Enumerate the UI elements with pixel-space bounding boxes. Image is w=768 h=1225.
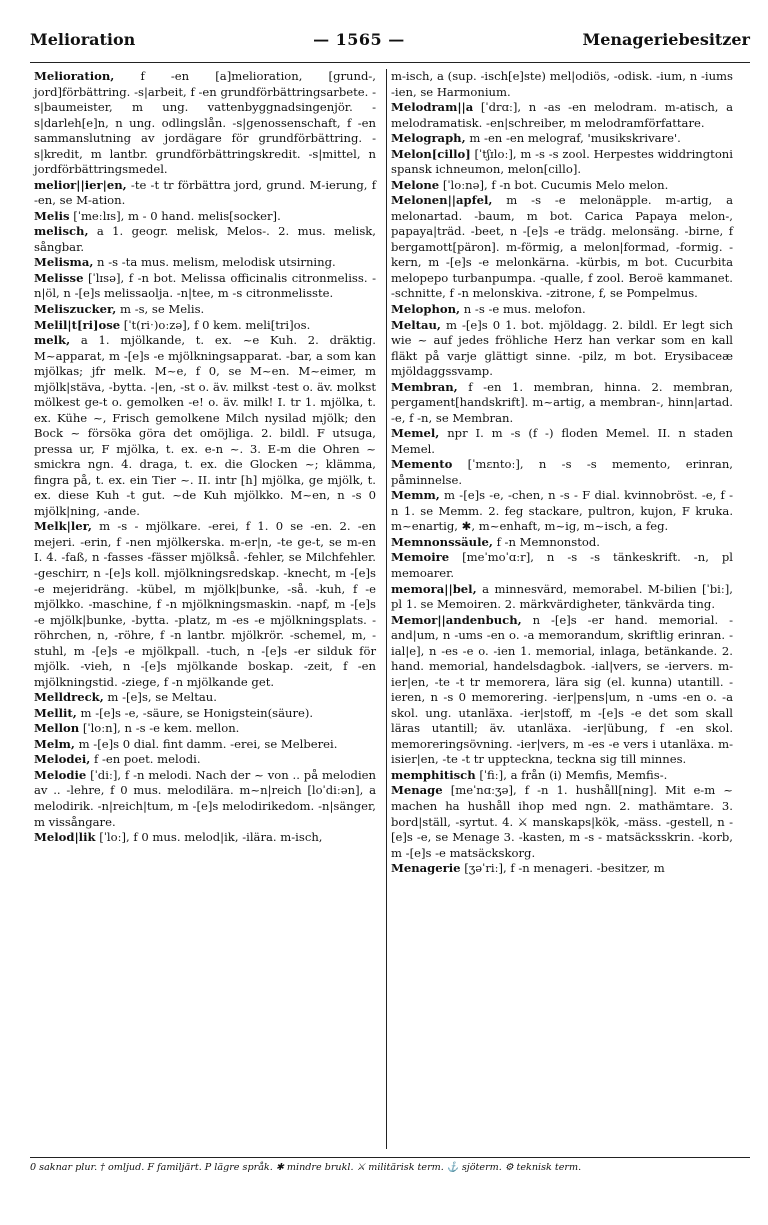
dictionary-entry	[391, 147, 733, 178]
dictionary-entry	[391, 193, 733, 302]
entry-headword: Memor||andenbuch,	[391, 612, 522, 627]
header-left-word: Melioration	[30, 30, 136, 49]
entry-headword: Meltau,	[391, 317, 441, 332]
dictionary-entry	[34, 752, 376, 768]
dictionary-entry	[34, 178, 376, 209]
entry-definition: [ˈt(riˑ)oːzə], f 0 kem. meli[tri]os.	[120, 317, 311, 332]
left-column	[30, 69, 380, 1149]
entry-headword: Melm,	[34, 736, 75, 751]
dictionary-entry	[34, 224, 376, 255]
abbreviation-legend: 0 saknar plur. † omljud. F familjärt. P lägre språk. ✱ mindre brukl. ⚔ militärisk term. ⚓ sjöterm. ⚙ teknisk term.	[30, 1162, 582, 1173]
entry-headword: memphitisch	[391, 767, 476, 782]
entry-headword: Melodei,	[34, 752, 91, 767]
dictionary-entry	[391, 768, 733, 784]
right-column	[387, 69, 737, 1149]
entry-headword: Memel,	[391, 426, 440, 441]
entry-definition: m-isch, a (sup. -isch[e]ste) mel|odiös, -odisk. -ium, n -iums -ien, se Harmonium.	[391, 69, 733, 99]
entry-headword: Menage	[391, 783, 443, 798]
dictionary-entry	[34, 721, 376, 737]
entry-definition: [ˈdrɑː], n -as -en melodram. m-atisch, a melodramatisk. -en|schreiber, m melodramförfattare.	[391, 100, 733, 130]
header-rule	[30, 62, 750, 63]
entry-definition: m -en -en melograf, 'musikskrivare'.	[465, 131, 681, 146]
dictionary-entry	[391, 535, 733, 551]
dictionary-entry	[34, 302, 376, 318]
page-number: — 1565 —	[313, 30, 405, 49]
entry-headword: melior||ier|en,	[34, 177, 127, 192]
entry-headword: Melioration,	[34, 69, 115, 83]
entry-definition: [ˈtʃɪloː], m -s -s zool. Herpestes widdringtoni spansk ichneumon, melon[cillo].	[391, 146, 733, 177]
entry-headword: Membran,	[391, 379, 458, 394]
entry-definition: f -en 1. membran, hinna. 2. membran, pergament[handskrift]. m~artig, a membran-, hinn|artad. -e, f -n, se Membran.	[391, 379, 733, 425]
entry-definition: m -[e]s, se Meltau.	[103, 690, 217, 705]
entry-headword: Melod|lik	[34, 830, 96, 845]
entry-definition: f -en poet. melodi.	[90, 752, 201, 767]
entry-definition: m -[e]s -e, -chen, n -s - F dial. kvinnobröst. -e, f -n 1. se Memm. 2. feg stackare, pultron, kujon, F kruka. m~enartig, ✱, m~enhaft, m~ig, m~isch, a feg.	[391, 488, 733, 534]
dictionary-entry	[391, 100, 733, 131]
dictionary-entry	[391, 318, 733, 380]
entry-definition: m -s - mjölkare. -erei, f 1. 0 se -en. 2. -en mejeri. -erin, f -nen mjölkerska. m-er|n, -te ge-t, se m-en I. 4. -faß, n -fasses -fässer mjölkså. -fehler, se Milchfehler. -geschirr, n -[e]s koll. mjölkningsredskap. -knecht, m -[e]s -e mejeridräng. -kübel, m mjölk|bunke, -så. -kuh, f -e mjölkko. -maschine, f -n mjölkningsmaskin. -napf, m -[e]s -e mjölk|bunke, -bytta. -platz, m -es -e mjölkningsplats. -röhrchen, n, -röhre, f -n lantbr. mjölkrör. -schemel, m, -stuhl, m -[e]s -e mjölkpall. -tuch, n -[e]s -er silduk för mjölk. -vieh, n -[e]s mjölkande boskap. -zeit, f -en mjölkningstid. -ziege, f -n mjölkande get.	[34, 519, 376, 689]
dictionary-entry	[391, 302, 733, 318]
entry-headword: Melil|t[ri]ose	[34, 317, 121, 332]
entry-definition: [ˈloː], f 0 mus. melod|ik, -ilära. m-isch,	[95, 830, 323, 845]
entry-definition: f -n Memnonstod.	[492, 534, 600, 549]
entry-headword: Melon[cillo]	[391, 146, 471, 161]
dictionary-entry	[391, 550, 733, 581]
dictionary-entry	[391, 380, 733, 427]
entry-definition: n -s -ta mus. melism, melodisk utsirning.	[93, 255, 336, 270]
entry-definition: [ˈdiː], f -n melodi. Nach der ~ von .. på melodien av .. -lehre, f 0 mus. melodilära. m~n|reich [loˈdiːən], a melodirik. -n|reich|tum, m -[e]s melodirikedom. -n|sänger, m vissångare.	[34, 767, 376, 829]
entry-definition: a 1. geogr. melisk, Melos-. 2. mus. melisk, sångbar.	[34, 224, 376, 254]
entry-headword: Melisse	[34, 270, 84, 285]
dictionary-entry	[34, 706, 376, 722]
dictionary-entry	[391, 613, 733, 768]
entry-definition: m -[e]s 0 1. bot. mjöldagg. 2. bildl. Er legt sich wie ~ auf jedes fröhliche Herz han verkar som en kall fläkt på varje glättigt sinne. -pilz, m bot. Erysibaceæ mjöldaggssvamp.	[391, 317, 733, 379]
footer-rule	[30, 1157, 750, 1158]
dictionary-entry	[34, 830, 376, 846]
entry-definition: m -s -e melonäpple. m-artig, a melonartad. -baum, m bot. Carica Papaya melon-, papaya|träd. -beet, n -[e]s -e trädg. melonsäng. -birne, f bergamott[päron]. m-förmig, a melon|formad, -formig. -kern, m -[e]s -e melonkärna. -kürbis, m bot. Cucurbita melopepo turbanpumpa. -qualle, f zool. Beroë kammanet. -schnitte, f -n melonskiva. -zitrone, f, se Pompelmus.	[391, 193, 733, 301]
entry-definition: [meˈnɑːʒə], f -n 1. hushåll[ning]. Mit e-m ~ machen ha hushåll ihop med ngn. 2. mathämtare. 3. bord|ställ, -syrtut. 4. ⚔ manskaps|kök, -mäss. -gestell, n -[e]s -e, se Menage 3. -kasten, m -s - matsäcksskrin. -korb, m -[e]s -e matsäckskorg.	[391, 783, 733, 860]
dictionary-entry	[391, 861, 733, 877]
entry-definition: a 1. mjölkande, t. ex. ~e Kuh. 2. dräktig. M~apparat, m -[e]s -e mjölkningsapparat. -bar, a som kan mjölkas; jfr melk. M~e, f 0, se M~en. M~eimer, m mjölk|stäva, -bytta. -|en, -st o. äv. milkst -test o. äv. molkst mölkest ge-t o. gemolken -e! o. äv. milk! I. tr 1. mjölka, t. ex. Kühe ~, Frisch gemolkene Milch nysilad mjölk; den Bock ~ försöka göra det omöjliga. 2. bildl. F utsuga, pressa ur, F mjölka, t. ex. e-n ~. 3. E-m die Ohren ~ smickra ngn. 4. draga, t. ex. die Glocken ~; klämma, fingra på, t. ex. ein Tier ~. II. intr [h] mjölka, ge mjölk, t. ex. diese Kuh -t gut. ~de Kuh mjölkko. M~en, n -s 0 mjölk|ning, -ande.	[34, 333, 376, 518]
entry-definition: [ˈmeːlɪs], m - 0 hand. melis[socker].	[69, 208, 281, 223]
dictionary-entry	[34, 737, 376, 753]
dictionary-entry	[391, 69, 733, 100]
entry-headword: Meliszucker,	[34, 301, 117, 316]
dictionary-entry	[34, 318, 376, 334]
dictionary-entry	[391, 457, 733, 488]
dictionary-entry	[391, 488, 733, 535]
dictionary-entry	[34, 271, 376, 302]
dictionary-entry	[34, 519, 376, 690]
entry-definition: [meˈmoˈɑːr], n -s -s tänkeskrift. -n, pl memoarer.	[391, 550, 733, 580]
entry-headword: Memnonssäule,	[391, 534, 493, 549]
entry-definition: [ˈloːnə], f -n bot. Cucumis Melo melon.	[439, 177, 669, 192]
entry-headword: Melis	[34, 208, 70, 223]
entry-definition: [ˈloːn], n -s -e kem. mellon.	[79, 721, 240, 736]
entry-headword: melk,	[34, 333, 71, 348]
dictionary-entry	[34, 209, 376, 225]
entry-headword: Melk|ler,	[34, 519, 92, 534]
dictionary-entry	[34, 768, 376, 830]
entry-definition: [ˈfiː], a från (i) Memfis, Memfis-.	[475, 767, 668, 782]
entry-headword: Melodie	[34, 767, 87, 782]
entry-headword: Melophon,	[391, 301, 461, 316]
entry-definition: [ʒəˈriː], f -n menageri. -besitzer, m	[460, 861, 665, 876]
header-right-word: Menageriebesitzer	[582, 30, 750, 49]
entry-definition: [ˈmɛntoː], n -s -s memento, erinran, påminnelse.	[391, 457, 733, 487]
entry-headword: Memoire	[391, 550, 450, 565]
entry-headword: Memm,	[391, 488, 440, 503]
entry-definition: m -[e]s 0 dial. fint damm. -erei, se Melberei.	[74, 736, 338, 751]
entry-definition: n -s -e mus. melofon.	[460, 301, 586, 316]
dictionary-entry	[391, 131, 733, 147]
entry-headword: memora||bel,	[391, 581, 477, 596]
entry-definition: [ˈlɪsə], f -n bot. Melissa officinalis citronmeliss. -n|öl, n -[e]s melissaolja. -n|tee, m -s citronmelisste.	[34, 270, 376, 301]
entry-headword: Memento	[391, 457, 453, 472]
entry-headword: Mellon	[34, 721, 80, 736]
entry-definition: npr I. m -s (f -) floden Memel. II. n staden Memel.	[391, 426, 733, 456]
page-header	[30, 30, 750, 58]
entry-definition: n -[e]s -er hand. memorial. -and|um, n -ums -en o. -a memorandum, skriftlig erinran. -ial|e], n -es -e o. -ien 1. memorial, inlaga, betänkande. 2. hand. memorial, handelsdagbok. -ial|vers, se -iervers. m-ier|en, -te -t tr memorera, lära sig (el. kunna) utantill. -ieren, n -s 0 memorering. -ier|pens|um, n -ums -en o. -a skol. ung. utanläxa. -ier|stoff, m -[e]s -e det som skall läras utantill; äv. utanläxa. -ier|übung, f -en skol. memoreringsövning. -ier|vers, m -es -e vers i utanläxa. m-isier|en, -te -t tr uppteckna, teckna sig till minnes.	[391, 612, 733, 767]
entry-headword: Melldreck,	[34, 690, 104, 705]
entry-definition: a minnesvärd, memorabel. M-bilien [ˈbiː], pl 1. se Memoiren. 2. märkvärdigheter, tänkvärda ting.	[391, 581, 733, 612]
entry-headword: Melisma,	[34, 255, 94, 270]
entry-headword: Melonen||apfel,	[391, 193, 493, 208]
columns	[30, 69, 750, 1149]
dictionary-entry	[34, 333, 376, 519]
entry-definition: m -[e]s -e, -säure, se Honigstein(säure).	[76, 705, 314, 720]
entry-definition: -te -t tr förbättra jord, grund. M-ierung, f -en, se M-ation.	[34, 177, 376, 208]
entry-headword: melisch,	[34, 224, 89, 239]
dictionary-entry	[34, 255, 376, 271]
dictionary-entry	[34, 69, 376, 178]
entry-headword: Menagerie	[391, 861, 461, 876]
entry-headword: Melograph,	[391, 131, 466, 146]
dictionary-entry	[391, 783, 733, 861]
dictionary-entry	[34, 690, 376, 706]
entry-definition: f -en [a]melioration, [grund-, jord]förbättring. -s|arbeit, f -en grundförbättringsarbete. -s|baumeister, m ung. vattenbyggnadsingenjör. -s|darleh[e]n, n ung. odlingslån. -s|genossenschaft, f -en sammanslutning av jordägare för grundförbättring. -s|kredit, m lantbr. grundförbättringskredit. -s|mittel, n jordförbättringsmedel.	[34, 69, 376, 177]
entry-headword: Mellit,	[34, 705, 77, 720]
dictionary-entry	[391, 426, 733, 457]
entry-definition: m -s, se Melis.	[116, 301, 205, 316]
entry-headword: Melone	[391, 177, 440, 192]
entry-headword: Melodram||a	[391, 100, 474, 115]
dictionary-entry	[391, 582, 733, 613]
dictionary-entry	[391, 178, 733, 194]
